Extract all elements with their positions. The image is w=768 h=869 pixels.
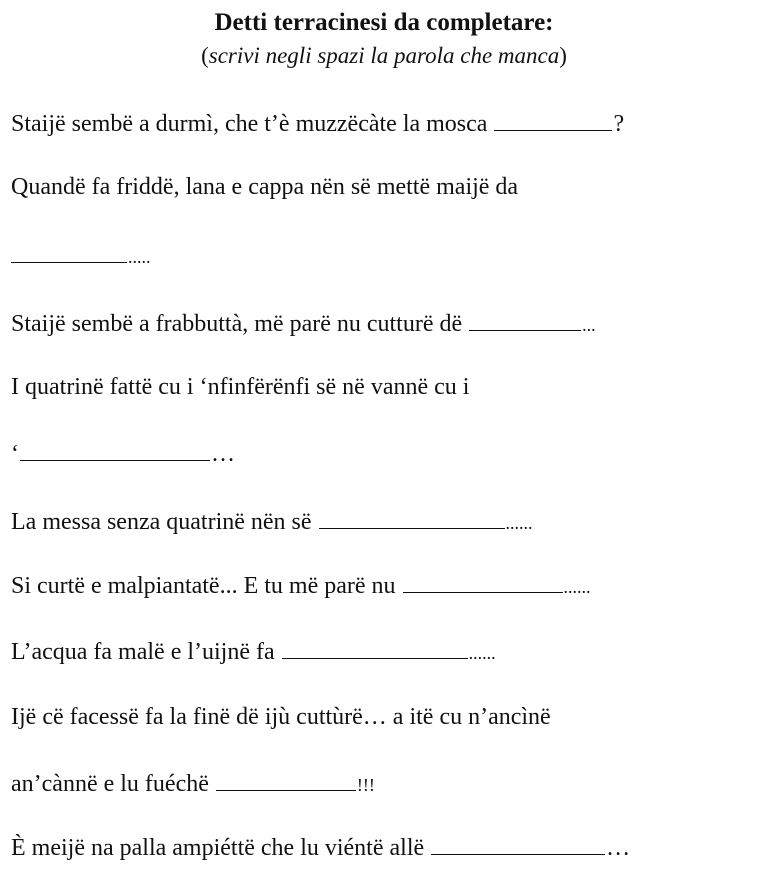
- proverb-text: I quatrinë fattë cu i ‘nfinfërënfi së në vannë cu i: [11, 374, 470, 400]
- proverb-text: Staijë sembë a frabbuttà, më parë nu cutturë dë: [11, 311, 469, 337]
- proverb-line-4-continuation: [11, 438, 761, 469]
- proverb-suffix: ?: [613, 111, 625, 137]
- proverb-line-3: [11, 308, 761, 340]
- proverb-prefix: ‘: [11, 441, 19, 467]
- answer-blank[interactable]: [216, 768, 356, 791]
- page-subtitle: [0, 42, 768, 70]
- proverb-text: an’cànnë e lu fuéchë: [11, 771, 215, 797]
- answer-blank[interactable]: [20, 438, 210, 461]
- proverb-suffix: ...: [582, 315, 596, 335]
- proverb-suffix: …: [606, 835, 631, 861]
- proverb-text: Ijë cë facessë fa la finë dë ijù cuttùrë… a itë cu n’ancìnë: [11, 704, 551, 730]
- proverb-line-4: [11, 372, 761, 402]
- proverb-suffix: ......: [505, 513, 533, 533]
- proverb-suffix: !!!: [356, 775, 375, 795]
- proverb-line-8: [11, 702, 761, 732]
- answer-blank[interactable]: [11, 240, 127, 263]
- answer-blank[interactable]: [282, 636, 468, 659]
- proverb-suffix: …: [211, 441, 235, 467]
- proverb-text: La messa senza quatrinë nën së: [11, 509, 318, 535]
- proverb-line-7: [11, 636, 761, 668]
- proverb-text: È meijë na palla ampiéttë che lu viéntë allë: [11, 835, 431, 861]
- proverb-text: L’acqua fa malë e l’uijnë fa: [11, 639, 281, 665]
- proverb-line-2: [11, 172, 761, 202]
- answer-blank[interactable]: [469, 308, 581, 331]
- proverb-text: Staijë sembë a durmì, che t’è muzzëcàte la mosca: [11, 111, 494, 137]
- proverb-text: Si curtë e malpiantatë... E tu më parë nu: [11, 573, 402, 599]
- proverb-text: Quandë fa friddë, lana e cappa nën së mettë maijë da: [11, 174, 519, 200]
- page-title: Detti terracinesi da completare:: [214, 9, 554, 36]
- proverb-line-5: [11, 506, 761, 538]
- proverb-suffix: ......: [563, 577, 591, 597]
- proverb-line-2-continuation: [11, 240, 761, 272]
- proverb-line-9: [11, 832, 761, 863]
- proverb-line-6: [11, 570, 761, 602]
- proverb-suffix: ......: [468, 643, 496, 663]
- proverb-line-8-continuation: [11, 768, 761, 800]
- subtitle-text: scrivi negli spazi la parola che manca: [208, 43, 560, 68]
- subtitle-open-paren: (: [201, 43, 209, 68]
- subtitle-close-paren: ): [559, 43, 567, 68]
- answer-blank[interactable]: [494, 108, 612, 131]
- proverb-line-1: [11, 108, 761, 139]
- proverb-suffix: .....: [128, 247, 151, 267]
- answer-blank[interactable]: [403, 570, 563, 593]
- answer-blank[interactable]: [319, 506, 505, 529]
- answer-blank[interactable]: [431, 832, 605, 855]
